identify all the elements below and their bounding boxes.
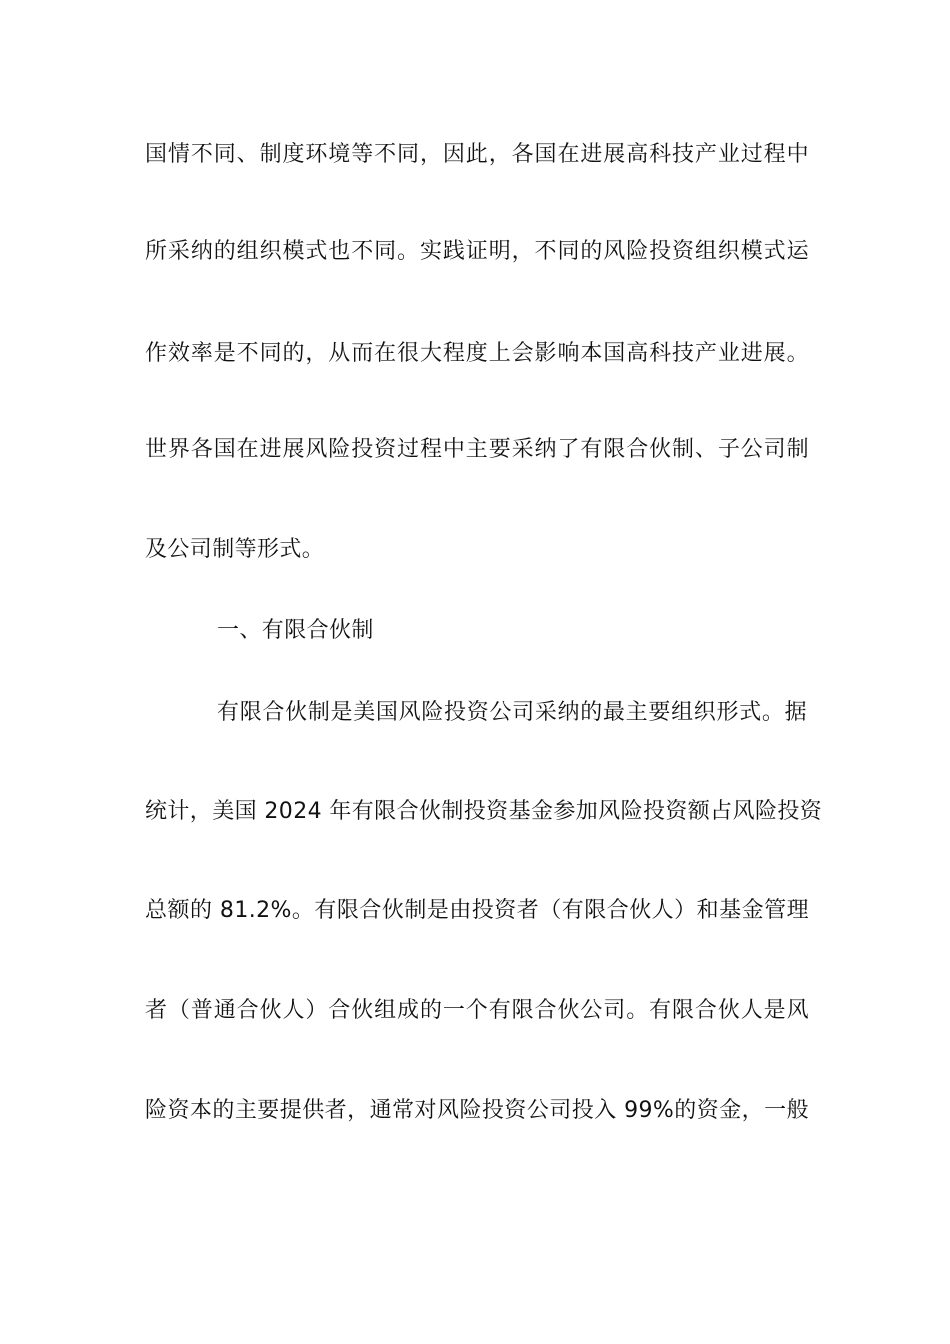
paragraph-line: 统计，美国 2024 年有限合伙制投资基金参加风险投资额占风险投资 (145, 799, 823, 824)
section-heading: 一、有限合伙制 (217, 618, 374, 643)
paragraph-line: 作效率是不同的，从而在很大程度上会影响本国高科技产业进展。 (145, 341, 809, 366)
paragraph-line: 有限合伙制是美国风险投资公司采纳的最主要组织形式。据 (217, 700, 807, 725)
paragraph-line: 者（普通合伙人）合伙组成的一个有限合伙公司。有限合伙人是风 (145, 998, 809, 1023)
paragraph-line: 世界各国在进展风险投资过程中主要采纳了有限合伙制、子公司制 (145, 437, 809, 462)
paragraph-line: 险资本的主要提供者，通常对风险投资公司投入 99%的资金，一般 (145, 1098, 809, 1123)
paragraph-line: 总额的 81.2%。有限合伙制是由投资者（有限合伙人）和基金管理 (145, 898, 809, 923)
paragraph-line: 及公司制等形式。 (145, 537, 325, 562)
paragraph-line: 所采纳的组织模式也不同。实践证明，不同的风险投资组织模式运 (145, 239, 809, 264)
paragraph-line: 国情不同、制度环境等不同，因此，各国在进展高科技产业过程中 (145, 142, 809, 167)
